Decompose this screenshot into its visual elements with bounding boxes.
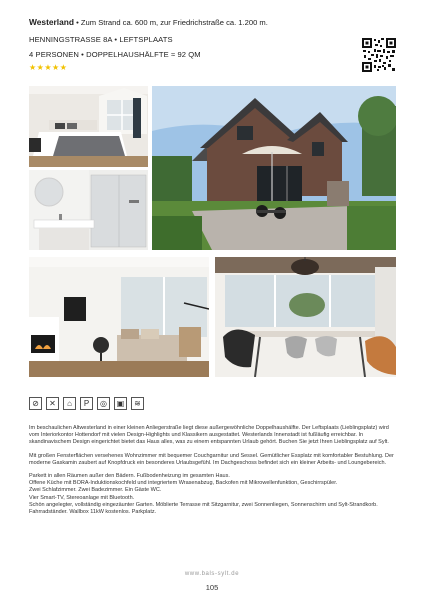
washing-machine-icon: ◎ [97,397,110,410]
no-smoking-icon: ⊘ [29,397,42,410]
beach-chair-icon: ⌂ [63,397,76,410]
dishwasher-icon: ▣ [114,397,127,410]
feature-line: Schön angelegter, vollständig eingezäunter Garten. Möblierte Terrasse mit Sitzgarnitur, zwei Sonnenliegen, Sonnenschirm und Sylt-Strandkorb. Fahrradständer. Wallbox 11kW kostenlos. Parkplatz. [29,501,378,516]
feature-line: Vier Smart-TV, Stereoanlage mit Bluetooth. [29,494,135,501]
bedroom-photo [29,86,148,167]
property-description [29,425,399,516]
qr-code-icon[interactable] [362,38,396,72]
location-distances: • Zum Strand ca. 600 m, zur Friedrichstraße ca. 1.200 m. [76,18,268,27]
description-features [29,473,399,516]
parking-icon: P [80,397,93,410]
living-room-photo [29,257,209,377]
location-header [29,17,369,28]
bathroom-photo [29,170,148,250]
feature-line: Offene Küche mit BORA-Induktionskochfeld und integriertem Wrasenabzug, Backofen mit Mikrowellenfunktion, Geschirrspüler. [29,480,338,487]
feature-line: Parkett in allen Räumen außer den Bädern. Fußbodenheizung im gesamten Haus. [29,473,230,480]
wifi-icon: ≋ [131,397,144,410]
website-link[interactable]: www.bals-sylt.de [184,571,240,577]
amenity-icon-row [29,397,144,410]
no-pets-icon: ✕ [46,397,59,410]
feature-line: Zwei Schlafzimmer. Zwei Badezimmer. Ein Gäste WC. [29,487,162,494]
property-address: HENNINGSTRASSE 8A • LEFTSPLAATS [29,35,173,44]
description-intro: Im beschaulichen Altwesterland in einer kleinen Anliegerstraße liegt diese außergewöhnliche Doppelhaushälfte. Der Leftsplaats (Lieblingsplatz) wird vom Interiorkontor Hottendorf mit vielen Design-Highlights und Klassikern ausgestattet. Westerlands Innenstadt ist fußläufig erreichbar. In skandinavischem Design eingerichtet bietet das Haus alles, was zu einem entspannten Urlaub gehört. Buchen Sie jetzt Ihren Lieblingsplatz auf Sylt. [29,425,389,446]
property-details: 4 PERSONEN • DOPPELHAUSHÄLFTE ≈ 92 QM [29,50,201,59]
page-number: 105 [205,583,219,592]
house-exterior-photo [152,86,396,250]
star-rating: ★★★★★ [29,63,68,72]
location-name: Westerland [29,17,74,27]
description-living: Mit großen Fensterflächen versehenes Wohnzimmer mit bequemer Couchgarnitur und Sessel. Gemütlicher Essplatz mit komfortabler Bestuhlung. Der moderne Gaskamin zaubert auf Knopfdruck ein besonderes Urlaubsgefühl. Im Dachgeschoss befindet sich ein kleiner Arbeits- und Loungebereich. [29,452,394,466]
dining-area-photo [215,257,396,377]
